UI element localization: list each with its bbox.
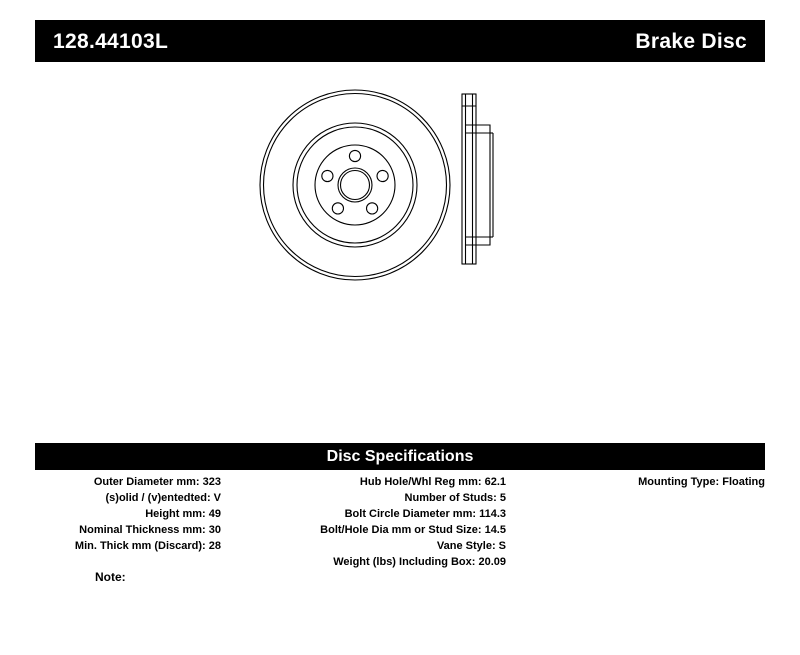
spec-item: Height mm: 49 — [145, 508, 221, 520]
spec-item: (s)olid / (v)entedted: V — [105, 492, 221, 504]
spec-item: Mounting Type: Floating — [638, 476, 765, 488]
spec-item: Weight (lbs) Including Box: 20.09 — [333, 556, 506, 568]
note-label: Note: — [95, 570, 126, 584]
spec-item: Min. Thick mm (Discard): 28 — [74, 540, 221, 552]
spec-item: Outer Diameter mm: 323 — [93, 476, 221, 488]
rotor-side-view — [462, 94, 493, 264]
specifications-body — [35, 474, 765, 594]
disc-specifications-bar — [35, 443, 765, 470]
spec-item: Hub Hole/Whl Reg mm: 62.1 — [359, 476, 506, 488]
disc-specifications-title: Disc Specifications — [326, 447, 474, 465]
spec-item: Nominal Thickness mm: 30 — [79, 524, 221, 536]
spec-column-right — [516, 474, 765, 490]
product-drawing — [250, 85, 570, 295]
part-number: 128.44103L — [53, 29, 169, 53]
spec-column-middle — [231, 474, 506, 570]
rotor-front-view — [260, 90, 450, 280]
product-type: Brake Disc — [635, 29, 747, 53]
header-bar — [35, 20, 765, 62]
spec-item: Bolt/Hole Dia mm or Stud Size: 14.5 — [320, 524, 506, 536]
spec-item: Bolt Circle Diameter mm: 114.3 — [344, 508, 506, 520]
spec-item: Vane Style: S — [436, 540, 506, 552]
spec-item: Number of Studs: 5 — [404, 492, 506, 504]
spec-column-left — [35, 474, 221, 554]
